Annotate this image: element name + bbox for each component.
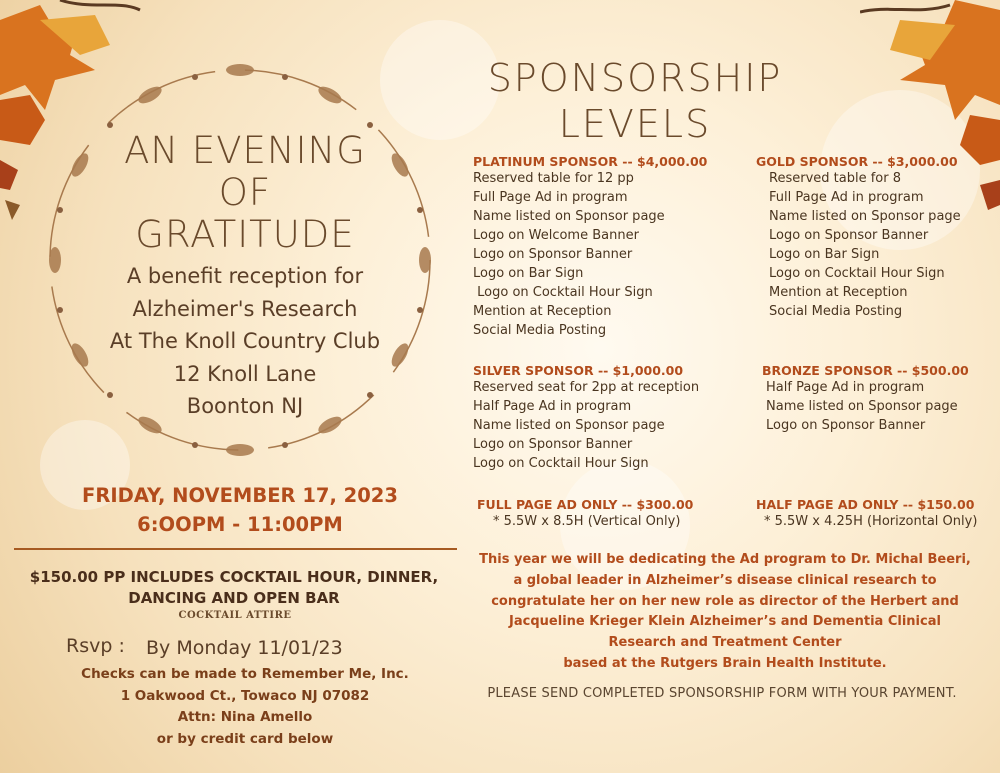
event-subtitle-line: A benefit reception for — [126, 264, 364, 288]
includes-line: $150.00 PP INCLUDES COCKTAIL HOUR, DINNER, — [29, 568, 439, 586]
level-benefits — [756, 169, 961, 321]
rsvp-label: Rsvp : — [66, 635, 125, 657]
level-silver — [473, 363, 699, 473]
benefit-item: Logo on Sponsor Banner — [766, 418, 926, 433]
level-heading: SILVER SPONSOR -- $1,000.00 — [473, 363, 684, 378]
benefit-item: Logo on Cocktail Hour Sign — [473, 285, 653, 300]
benefit-item: Logo on Sponsor Banner — [473, 437, 633, 452]
benefit-item: Reserved seat for 2pp at reception — [473, 380, 700, 395]
event-title — [100, 130, 390, 256]
payment-line: Checks can be made to Remember Me, Inc. — [81, 666, 409, 682]
level-benefits — [473, 169, 707, 340]
payment-line: 1 Oakwood Ct., Towaco NJ 07082 — [120, 687, 370, 704]
sponsorship-title — [470, 55, 800, 147]
level-benefits — [762, 378, 969, 435]
event-time: 6:OOPM - 11:00PM — [137, 513, 343, 536]
level-bronze — [762, 363, 969, 435]
sponsorship-title-line: LEVELS — [558, 102, 712, 146]
payment-line: Attn: Nina Amello — [177, 709, 313, 725]
dedication-line: congratulate her on her new role as director of the Herbert and — [491, 593, 959, 609]
send-form-note: PLEASE SEND COMPLETED SPONSORSHIP FORM WITH YOUR PAYMENT. — [487, 686, 957, 701]
benefit-item: Social Media Posting — [769, 304, 903, 319]
event-subtitle-line: Alzheimer's Research — [132, 296, 358, 321]
benefit-item: * 5.5W x 4.25H (Horizontal Only) — [764, 514, 978, 529]
benefit-item: Logo on Bar Sign — [769, 247, 880, 262]
includes-line: DANCING AND OPEN BAR — [128, 589, 340, 607]
event-subtitle-line: 12 Knoll Lane — [173, 361, 317, 386]
level-benefits — [756, 512, 977, 531]
attire-note: COCKTAIL ATTIRE — [178, 610, 292, 621]
dedication-line: Research and Treatment Center — [608, 635, 842, 651]
benefit-item: Reserved table for 8 — [769, 171, 901, 186]
event-datetime — [40, 481, 440, 539]
benefit-item: Half Page Ad in program — [766, 380, 925, 395]
level-platinum — [473, 154, 707, 340]
dedication-line: This year we will be dedicating the Ad program to Dr. Michal Beeri, — [479, 552, 971, 567]
dedication-line: based at the Rutgers Brain Health Institute. — [563, 655, 887, 671]
benefit-item: Full Page Ad in program — [473, 190, 628, 205]
event-subtitle-line: At The Knoll Country Club — [109, 329, 381, 353]
event-title-line: AN EVENING — [124, 129, 366, 172]
level-heading: GOLD SPONSOR -- $3,000.00 — [756, 154, 958, 169]
benefit-item: * 5.5W x 8.5H (Vertical Only) — [493, 514, 681, 529]
level-heading: BRONZE SPONSOR -- $500.00 — [762, 363, 969, 378]
event-title-line: GRATITUDE — [135, 213, 355, 256]
benefit-item: Half Page Ad in program — [473, 399, 632, 414]
level-heading: HALF PAGE AD ONLY -- $150.00 — [756, 497, 975, 512]
event-date: FRIDAY, NOVEMBER 17, 2023 — [82, 484, 398, 507]
benefit-item: Logo on Cocktail Hour Sign — [769, 266, 945, 281]
benefit-item: Mention at Reception — [769, 285, 908, 300]
benefit-item: Mention at Reception — [473, 304, 612, 319]
benefit-item: Name listed on Sponsor page — [473, 209, 665, 224]
level-half-page-ad — [756, 497, 977, 531]
dedication-line: Jacqueline Krieger Klein Alzheimer’s and Dementia Clinical — [509, 614, 941, 630]
payment-line: or by credit card below — [156, 730, 334, 747]
benefit-item: Reserved table for 12 pp — [473, 171, 634, 186]
benefit-item: Logo on Cocktail Hour Sign — [473, 456, 649, 471]
rsvp-deadline: By Monday 11/01/23 — [146, 637, 343, 659]
ticket-includes — [14, 567, 454, 609]
event-subtitle-line: Boonton NJ — [186, 394, 304, 418]
benefit-item: Name listed on Sponsor page — [473, 418, 665, 433]
benefit-item: Name listed on Sponsor page — [769, 209, 961, 224]
dedication-line: a global leader in Alzheimer’s disease clinical research to — [513, 572, 937, 588]
sponsorship-title-line: SPONSORSHIP — [487, 56, 783, 100]
dedication-note — [465, 550, 985, 675]
level-gold — [756, 154, 961, 321]
level-full-page-ad — [477, 497, 693, 531]
benefit-item: Full Page Ad in program — [769, 190, 924, 205]
event-title-line: OF — [218, 171, 272, 214]
benefit-item: Logo on Bar Sign — [473, 266, 584, 281]
benefit-item: Logo on Sponsor Banner — [473, 247, 633, 262]
level-heading: PLATINUM SPONSOR -- $4,000.00 — [473, 154, 708, 169]
level-benefits — [473, 378, 699, 473]
payment-info — [60, 664, 430, 750]
benefit-item: Logo on Welcome Banner — [473, 228, 639, 243]
benefit-item: Logo on Sponsor Banner — [769, 228, 929, 243]
level-benefits — [477, 512, 693, 531]
divider — [14, 548, 457, 550]
event-subtitle — [80, 260, 410, 423]
benefit-item: Social Media Posting — [473, 323, 607, 338]
benefit-item: Name listed on Sponsor page — [766, 399, 958, 414]
level-heading: FULL PAGE AD ONLY -- $300.00 — [477, 497, 694, 512]
